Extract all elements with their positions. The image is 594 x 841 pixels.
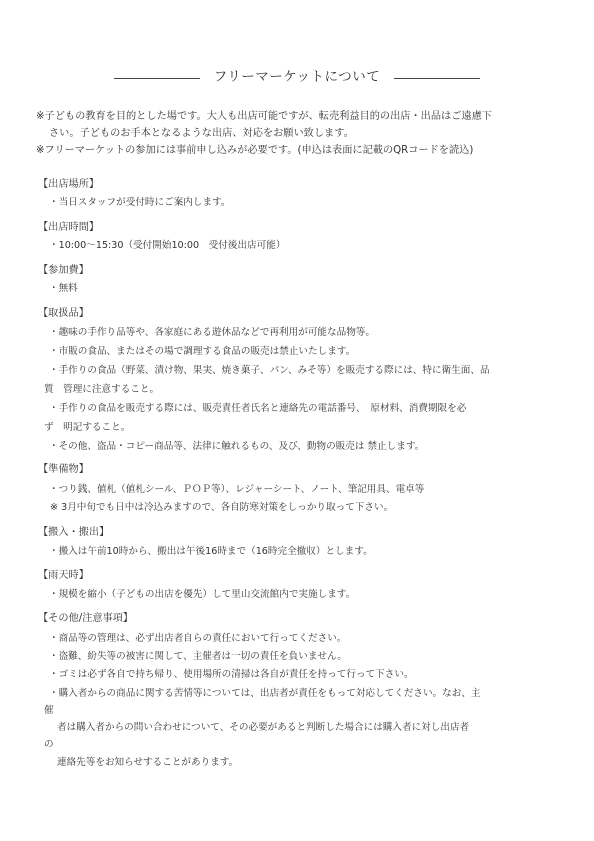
list-item: ・ゴミは必ず各自で持ち帰り、使用場所の清掃は各自が責任を持って行って下さい。 (49, 669, 414, 680)
list-item: ・盗難、紛失等の被害に関して、主催者は一切の責任を負いません。 (49, 651, 347, 662)
list-item: ・10:00〜15:30（受付開始10:00 受付後出店可能） (49, 240, 286, 251)
list-item: ・商品等の管理は、必ず出店者自らの責任において行ってください。 (49, 633, 347, 644)
section-heading-prep: 【準備物】 (38, 464, 89, 475)
list-item-continuation: の (44, 739, 54, 750)
list-item-continuation: 催 (44, 705, 54, 716)
note-line: ※フリーマーケットの参加には事前申し込みが必要です。(申込は表面に記載のQRコードを読込) (36, 145, 474, 156)
page-title: フリーマーケットについて (213, 69, 381, 86)
section-heading-location: 【出店場所】 (38, 179, 100, 190)
list-item: ・つり銭、値札（値札シール、ＰＯＰ等）、レジャーシート、ノート、筆記用具、電卓等 (49, 484, 425, 495)
list-item-continuation: ず 明記すること。 (44, 422, 131, 433)
list-item-continuation: 者は購入者からの問い合わせについて、その必要があると判断した場合には購入者に対し出店者 (57, 722, 470, 733)
section-heading-rain: 【雨天時】 (38, 570, 89, 581)
title-right-rule (394, 78, 480, 79)
list-item: ・手作りの食品（野菜、漬け物、果実、焼き菓子、パン、みそ等）を販売する際には、特に衛生面、品 (49, 365, 490, 376)
list-item-continuation: 質 管理に注意すること。 (44, 384, 160, 395)
section-heading-setup: 【搬入・搬出】 (38, 527, 110, 538)
section-heading-other: 【その他/注意事項】 (38, 613, 134, 624)
note-line: ※子どもの教育を目的とした場です。大人も出店可能ですが、転売利益目的の出店・出品はご遠慮下 (36, 111, 492, 122)
list-item: ・市販の食品、またはその場で調理する食品の販売は禁止いたします。 (49, 346, 356, 357)
list-item: ・無料 (49, 283, 78, 294)
section-heading-hours: 【出店時間】 (38, 222, 100, 233)
list-item: ・当日スタッフが受付時にご案内します。 (49, 197, 231, 208)
list-item: ・手作りの食品を販売する際には、販売責任者氏名と連絡先の電話番号、 原材料、消費期限を必 (49, 403, 467, 414)
section-heading-fee: 【参加費】 (38, 265, 89, 276)
list-item: ・規模を縮小（子どもの出店を優先）して里山交流館内で実施します。 (49, 589, 356, 600)
title-left-rule (114, 78, 200, 79)
list-item-continuation: 連絡先等をお知らせすることがあります。 (57, 757, 239, 768)
intro-notes (36, 108, 566, 159)
list-item: ・その他、盗品・コピー商品等、法律に触れるもの、及び、動物の販売は 禁止します。 (49, 441, 425, 452)
list-item-note: ※ 3月中旬でも日中は冷込みますので、各自防寒対策をしっかり取って下さい。 (50, 502, 394, 513)
section-heading-goods: 【取扱品】 (38, 308, 89, 319)
title-row (0, 69, 594, 87)
list-item: ・搬入は午前10時から、搬出は午後16時まで（16時完全撤収）とします。 (49, 546, 373, 557)
list-item: ・趣味の手作り品等や、各家庭にある遊休品などで再利用が可能な品物等。 (49, 327, 375, 338)
note-line: さい。子どものお手本となるような出店、対応をお願い致します。 (49, 128, 354, 139)
list-item: ・購入者からの商品に関する苦情等については、出店者が責任をもって対応してください。なお、主 (49, 688, 481, 699)
